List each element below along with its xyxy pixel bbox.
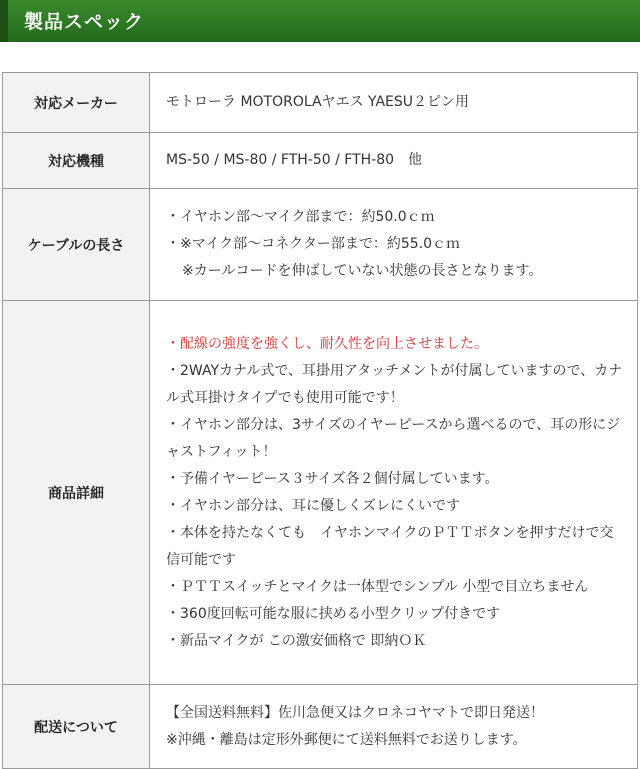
row-value-cable-length	[150, 189, 638, 301]
detail-line: ・本体を持たなくても イヤホンマイクのＰＴＴボタンを押すだけで交信可能です	[166, 524, 614, 568]
detail-line: ・ＰＴＴスイッチとマイクは一体型でシンプル 小型で目立ちません	[166, 578, 589, 595]
shipping-line: 【全国送料無料】佐川急便又はクロネコヤマトで即日発送！	[166, 704, 544, 721]
spec-table	[2, 72, 638, 769]
detail-line: ・イヤホン部分は、耳に優しくズレにくいです	[166, 497, 460, 514]
models-text: MS-50 / MS-80 / FTH-50 / FTH-80 他	[166, 152, 423, 168]
section-title: 製品スペック	[24, 11, 145, 33]
row-value-details	[150, 301, 638, 685]
row-label-models: 対応機種	[3, 133, 150, 189]
table-row	[3, 189, 638, 301]
detail-line: ・イヤホン部分は、3サイズのイヤーピースから選べるので、耳の形にジャストフィット！	[166, 416, 621, 460]
detail-line: ・予備イヤーピース３サイズ各２個付属しています。	[166, 470, 499, 487]
row-value-models	[150, 133, 638, 189]
row-label-cable-length: ケーブルの長さ	[3, 189, 150, 301]
row-label-shipping: 配送について	[3, 685, 150, 769]
row-value-shipping	[150, 685, 638, 769]
row-label-details: 商品詳細	[3, 301, 150, 685]
table-row	[3, 685, 638, 769]
section-header-banner	[0, 0, 640, 42]
detail-line: ・360度回転可能な服に挟める小型クリップ付きです	[166, 605, 501, 622]
cable-length-note: ※カールコードを伸ばしていない状態の長さとなります。	[182, 263, 543, 279]
shipping-line: ※沖縄・離島は定形外郵便にて送料無料でお送りします。	[166, 731, 527, 748]
maker-text: モトローラ MOTOROLAヤエス YAESU２ピン用	[166, 94, 470, 110]
row-value-maker	[150, 73, 638, 133]
cable-length-line: ・※マイク部～コネクター部まで：約55.0ｃｍ	[166, 236, 461, 252]
cable-length-line: ・イヤホン部～マイク部まで：約50.0ｃｍ	[166, 209, 435, 225]
detail-line: ・新品マイクが この激安価格で 即納ＯＫ	[166, 632, 427, 649]
row-label-maker: 対応メーカー	[3, 73, 150, 133]
table-row	[3, 73, 638, 133]
detail-highlight-line: ・配線の強度を強くし、耐久性を向上させました。	[166, 335, 488, 352]
table-row	[3, 301, 638, 685]
detail-line: ・2WAYカナル式で、耳掛用アタッチメントが付属していますので、カナル式耳掛けタイプでも使用可能です！	[166, 362, 623, 406]
table-row	[3, 133, 638, 189]
